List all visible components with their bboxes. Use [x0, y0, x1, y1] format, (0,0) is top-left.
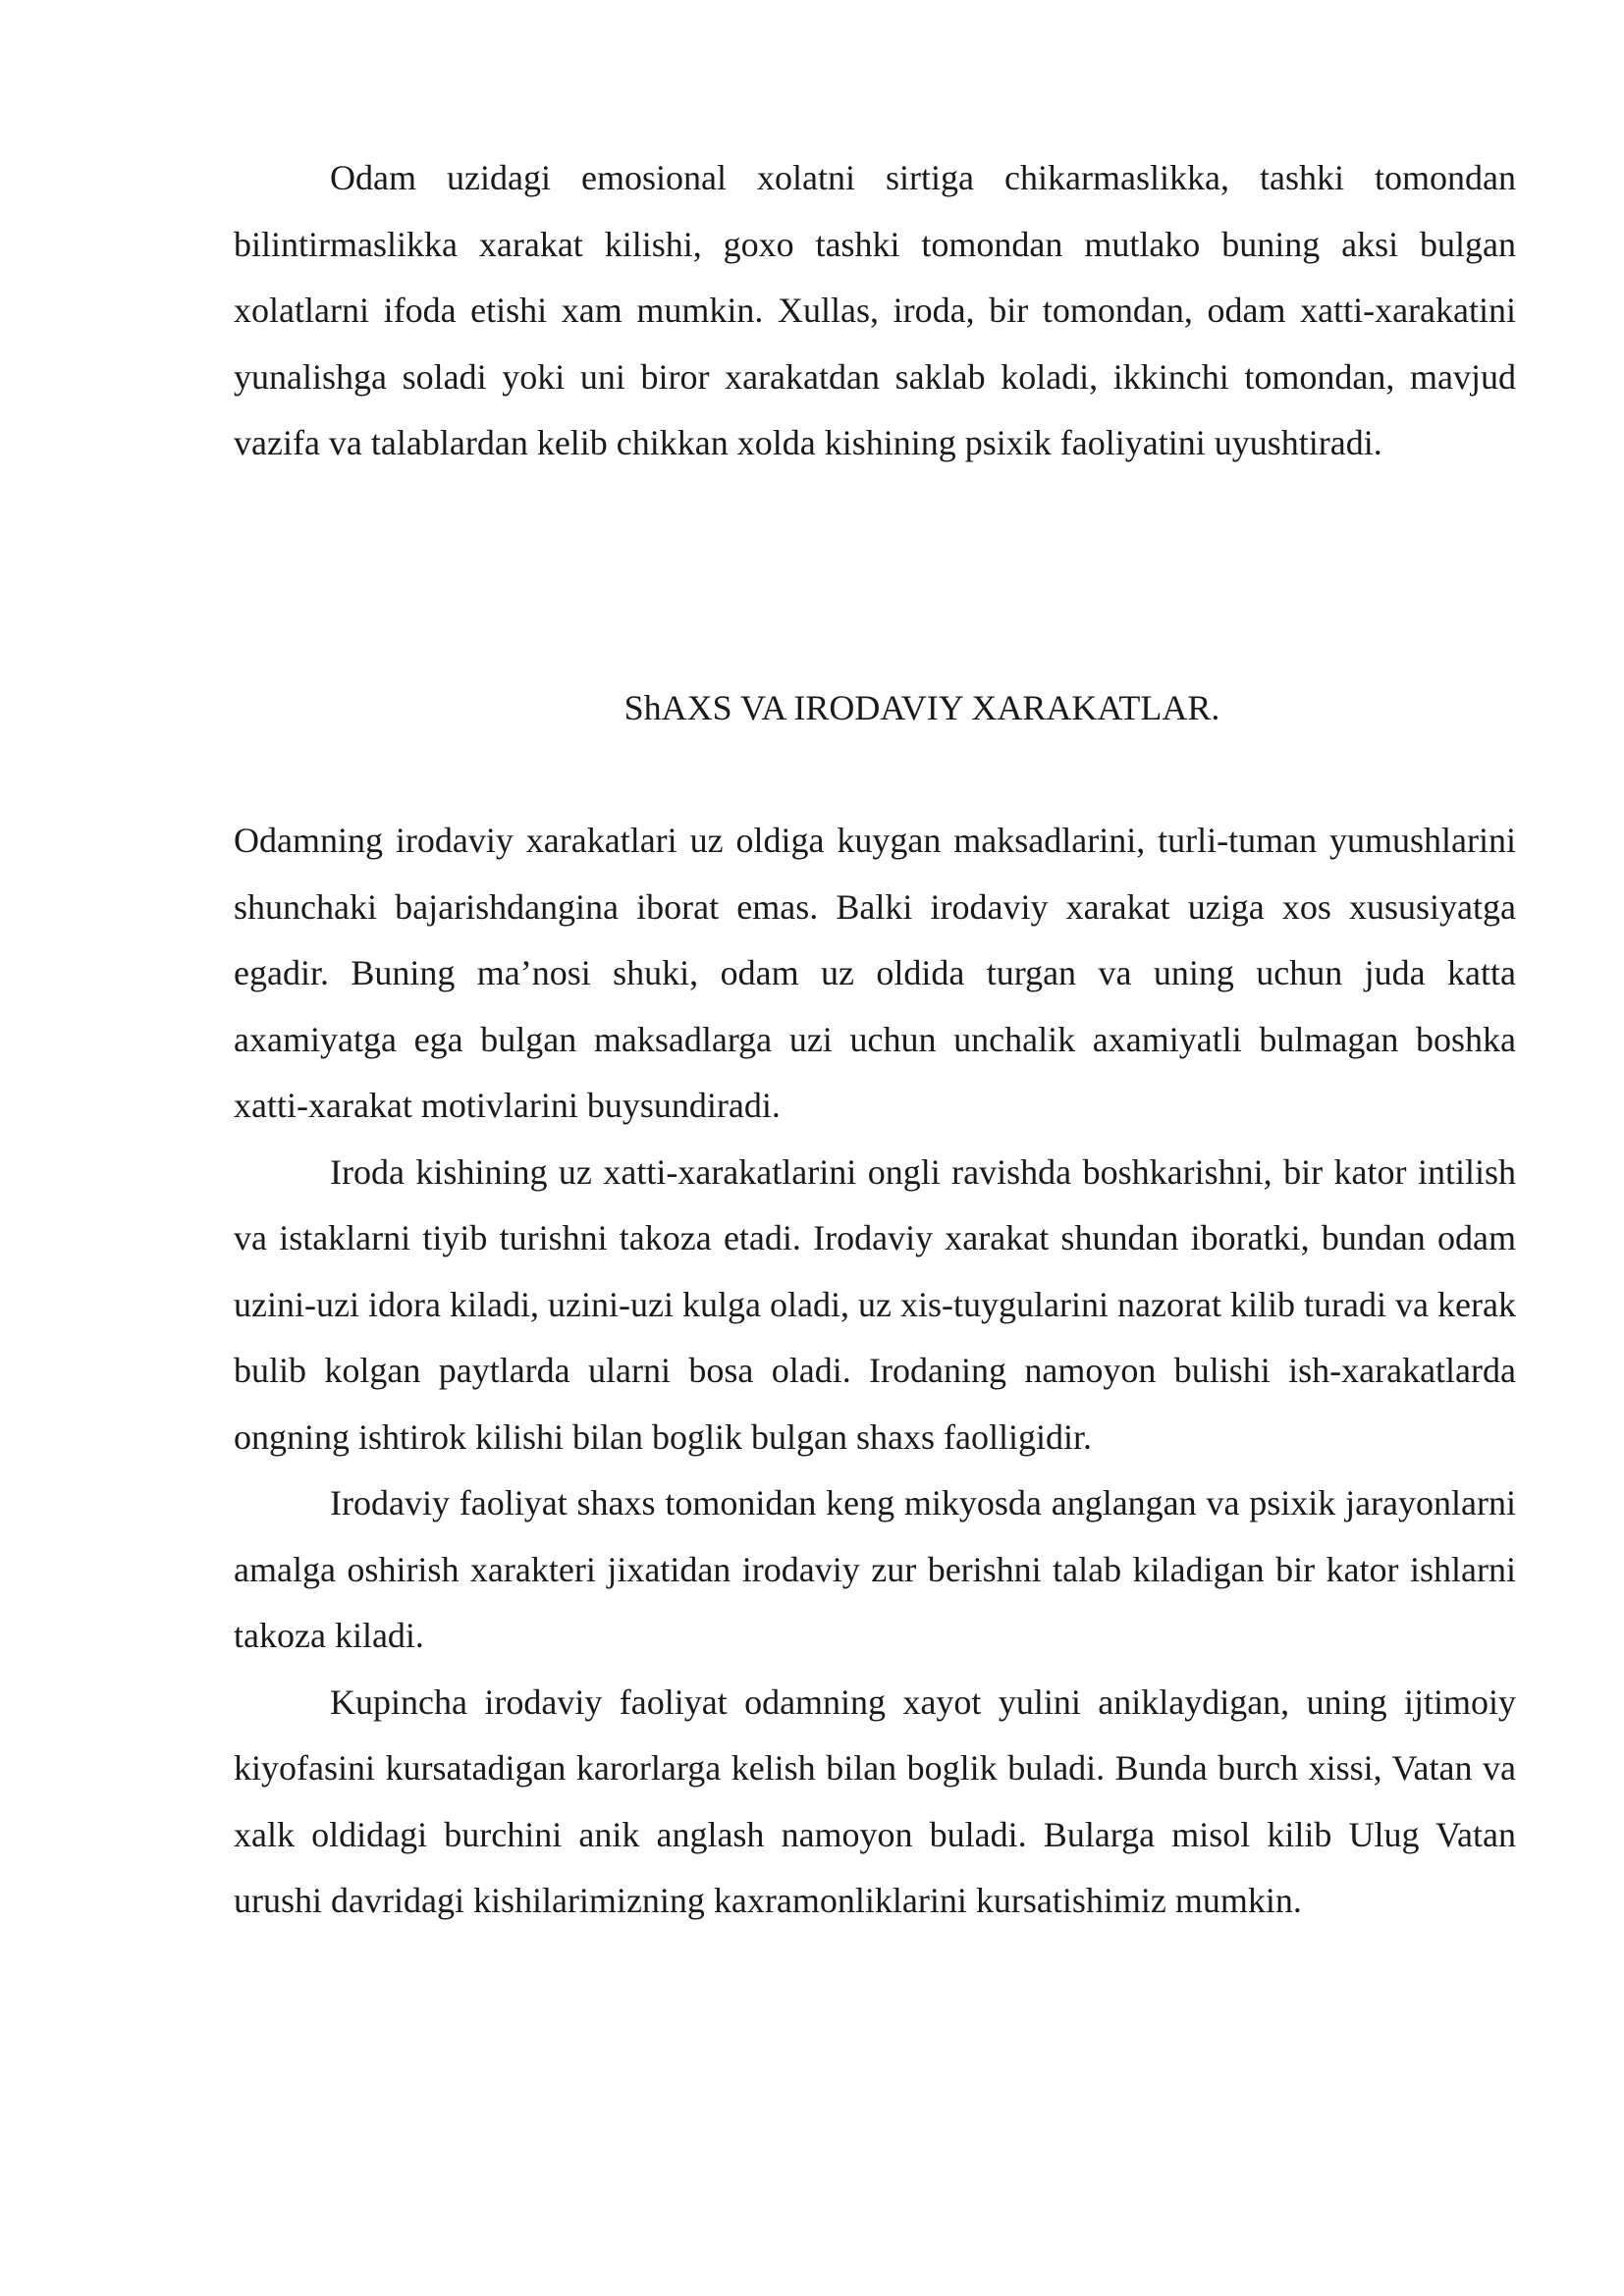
document-page: [234, 0, 1516, 2296]
body-paragraph-4: Kupincha irodaviy faoliyat odamning xayot yulini aniklaydigan, uning ijtimoiy kiyofasini kursatadigan karorlarga kelish bilan boglik buladi. Bunda burch xissi, Vatan va xalk oldidagi burchini anik anglash namoyon buladi. Bularga misol kilib Ulug Vatan urushi davridagi kishilarimizning kaxramonliklarini kursatishimiz mumkin.: [234, 1682, 1516, 1920]
body-paragraph-2: Iroda kishining uz xatti-xarakatlarini ongli ravishda boshkarishni, bir kator intilish va istaklarni tiyib turishni takoza etadi. Irodaviy xarakat shundan iboratki, bundan odam uzini-uzi idora kiladi, uzini-uzi kulga oladi, uz xis-tuygularini nazorat kilib turadi va kerak bulib kolgan paytlarda ularni bosa oladi. Irodaning namoyon bulishi ish-xarakatlarda ongning ishtirok kilishi bilan boglik bulgan shaxs faolligidir.: [234, 1151, 1516, 1457]
body-paragraph-1: Odamning irodaviy xarakatlari uz oldiga kuygan maksadlarini, turli-tuman yumushlarini shunchaki bajarishdangina iborat emas. Balki irodaviy xarakat uziga xos xususiyatga egadir. Buning ma’nosi shuki, odam uz oldida turgan va uning uchun juda katta axamiyatga ega bulgan maksadlarga uzi uchun unchalik axamiyatli bulmagan boshka xatti-xarakat motivlarini buysundiradi.: [234, 821, 1516, 1125]
section-heading: ShAXS VA IRODAVIY XARAKATLAR.: [623, 688, 1220, 727]
intro-paragraph: Odam uzidagi emosional xolatni sirtiga chikarmaslikka, tashki tomondan bilintirmaslikka xarakat kilishi, goxo tashki tomondan mutlako buning aksi bulgan xolatlarni ifoda etishi xam mumkin. Xullas, iroda, bir tomondan, odam xatti-xarakatini yunalishga soladi yoki uni biror xarakatdan saklab koladi, ikkinchi tomondan, mavjud vazifa va talablardan kelib chikkan xolda kishining psixik faoliyatini uyushtiradi.: [234, 158, 1516, 462]
body-paragraph-3: Irodaviy faoliyat shaxs tomonidan keng mikyosda anglangan va psixik jarayonlarni amalga oshirish xarakteri jixatidan irodaviy zur berishni talab kiladigan bir kator ishlarni takoza kiladi.: [234, 1483, 1516, 1655]
section-body: [234, 808, 1516, 1935]
